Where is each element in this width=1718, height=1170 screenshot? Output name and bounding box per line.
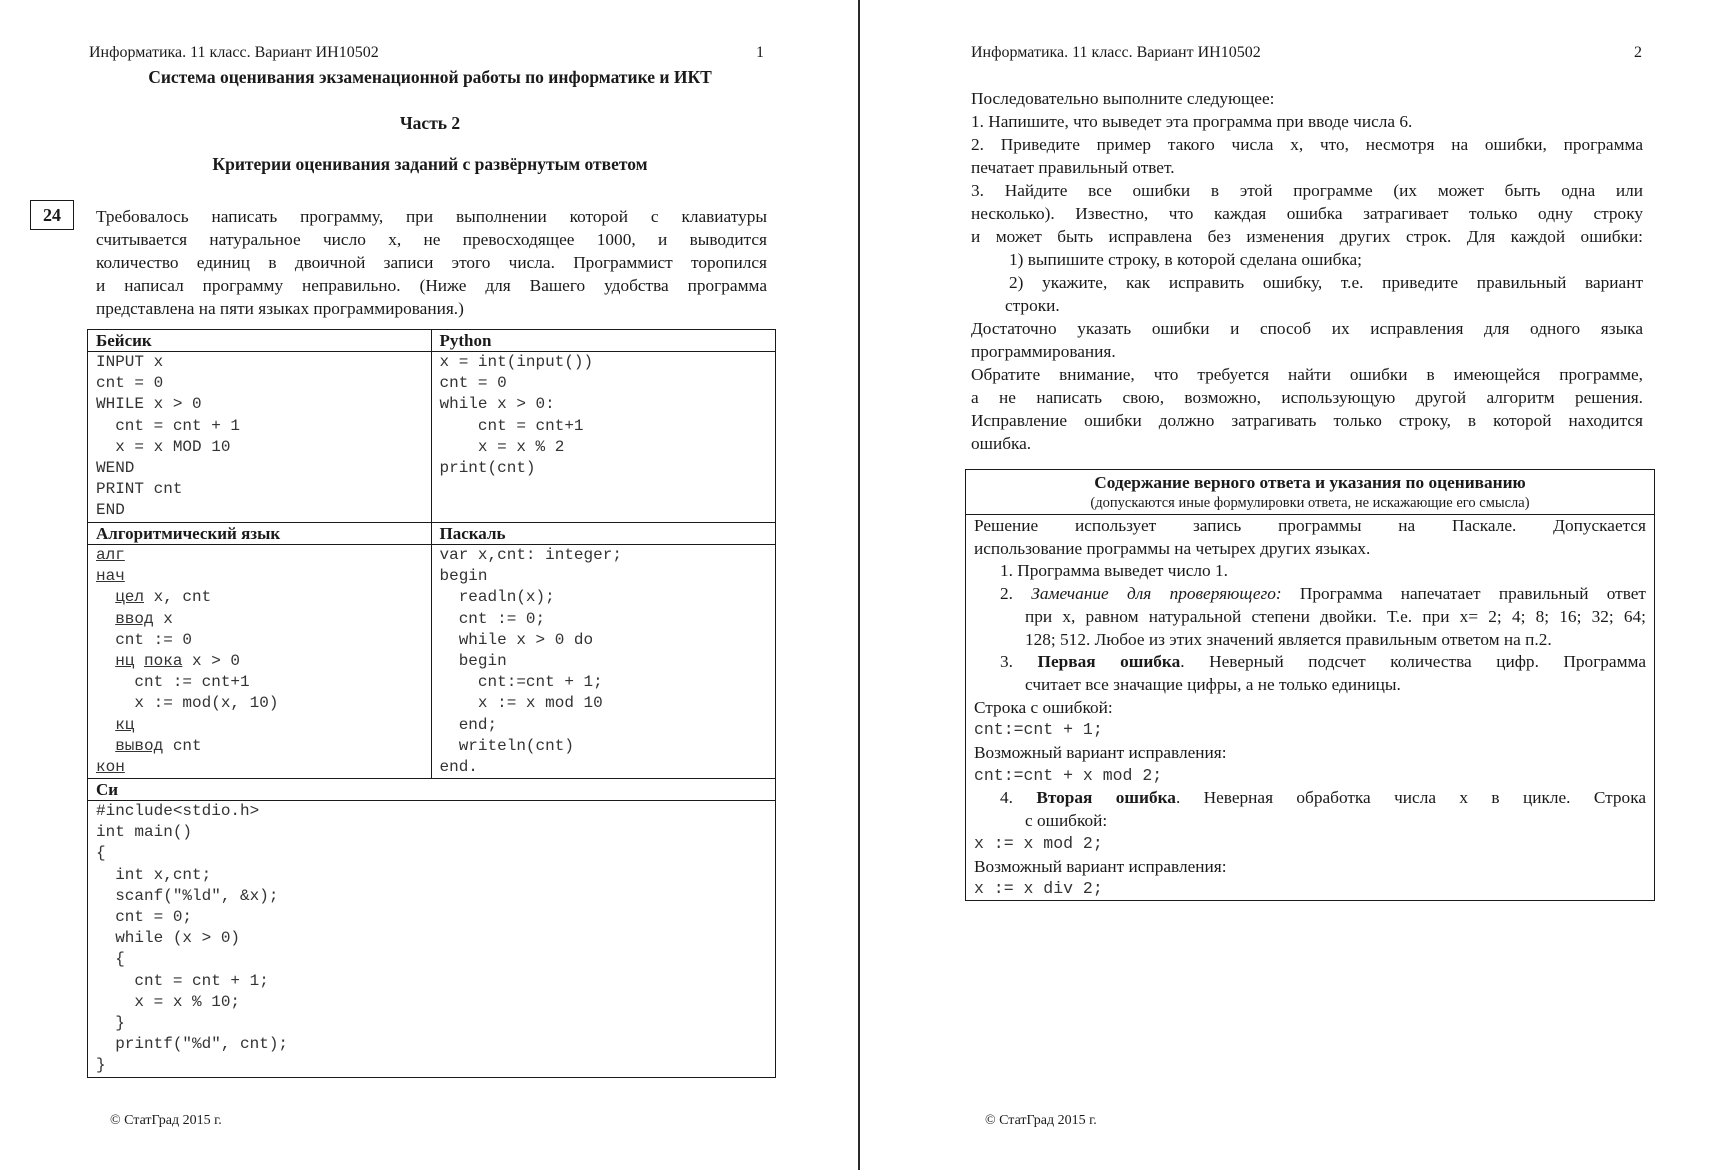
- keyword: цел: [115, 588, 145, 607]
- answer-item-1: 1. Программа выведет число 1.: [1000, 561, 1228, 581]
- python-header: Python: [431, 330, 776, 352]
- answer-item-3: [974, 651, 1646, 674]
- basic-header: Бейсик: [88, 330, 432, 352]
- code-line: writeln(cnt): [439, 736, 574, 755]
- code-line: [96, 566, 423, 587]
- code-line: int x,cnt;: [96, 865, 212, 884]
- fix-label: Возможный вариант исправления:: [974, 856, 1227, 876]
- item-number: 4.: [1000, 788, 1037, 808]
- code-line: while x > 0:: [439, 395, 555, 414]
- python-code: [431, 352, 776, 523]
- code-line: INPUT x: [96, 353, 164, 371]
- pascal-header: Паскаль: [431, 523, 776, 545]
- error-title: Вторая ошибка: [1036, 788, 1176, 808]
- instruction-line: 2. Приведите пример такого числа x, что, несмотря на ошибки, программа: [971, 135, 1643, 154]
- code-line: [96, 587, 423, 608]
- instruction-line: Обратите внимание, что требуется найти ошибки в имеющейся программе,: [971, 365, 1643, 384]
- answer-title: Содержание верного ответа и указания по оцениванию: [1094, 473, 1526, 492]
- page-header: Информатика. 11 класс. Вариант ИН10502: [89, 44, 379, 61]
- answer-line: 128; 512. Любое из этих значений является правильным ответом на п.2.: [1025, 629, 1552, 649]
- instruction-line: и может быть исправлена без изменения других строк. Для каждой ошибки:: [971, 227, 1643, 246]
- item-text: . Неверная обработка числа x в цикле. Строка: [1175, 788, 1646, 808]
- code-line: {: [96, 844, 106, 863]
- instruction-line: а не написать свою, возможно, использующую другой алгоритм решения.: [971, 388, 1643, 407]
- code-line: cnt:=cnt + 1;: [439, 673, 603, 692]
- instructions: [971, 87, 1643, 455]
- alg-code: [88, 545, 432, 779]
- code-text: x > 0: [182, 651, 241, 670]
- keyword: алг: [96, 546, 125, 564]
- instruction-line: строки.: [1005, 296, 1060, 315]
- code-line: }: [96, 1013, 125, 1032]
- instruction-line: 1) выпишите строку, в которой сделана ошибка;: [1009, 250, 1362, 269]
- code-line: #include<stdio.h>: [96, 802, 260, 821]
- answer-line: использование программы на четырех других языках.: [974, 538, 1371, 558]
- page-footer: © СтатГрад 2015 г.: [110, 1113, 222, 1128]
- code-text: x: [153, 609, 173, 628]
- code-line: cnt = cnt+1: [439, 416, 584, 435]
- pascal-code: [431, 545, 776, 779]
- code-line: [96, 757, 423, 778]
- code-line: [96, 545, 423, 566]
- page-1: [0, 0, 858, 1170]
- code-line: END: [96, 501, 125, 520]
- code-line: begin: [439, 651, 507, 670]
- page-number: 2: [1634, 44, 1642, 61]
- code-line: {: [96, 950, 125, 969]
- instruction-line: Исправление ошибки должно затрагивать только строку, в которой находится: [971, 411, 1643, 430]
- code-line: x = x % 10;: [96, 992, 241, 1011]
- criteria-title: Критерии оценивания заданий с развёрнутым ответом: [212, 154, 648, 174]
- task-description: [96, 205, 767, 320]
- code-line: [96, 609, 423, 630]
- answer-item-4: [974, 787, 1646, 810]
- code-line: x := mod(x, 10): [96, 694, 279, 713]
- code-line: [96, 651, 423, 672]
- instruction-line: печатает правильный ответ.: [971, 158, 1175, 177]
- keyword: нц: [115, 651, 135, 670]
- task-line: количество единиц в двоичной записи этого числа. Программист торопился: [96, 253, 767, 272]
- item-number: 3.: [1000, 652, 1038, 672]
- fix-code: cnt:=cnt + x mod 2;: [974, 765, 1163, 785]
- basic-code: [88, 352, 432, 523]
- code-line: cnt := 0: [96, 630, 193, 649]
- c-code: [88, 801, 776, 1077]
- error-code: x := x mod 2;: [974, 833, 1103, 853]
- code-line: cnt = 0;: [96, 908, 193, 926]
- answer-subtitle: (допускаются иные формулировки ответа, не искажающие его смысла): [1090, 495, 1530, 511]
- answer-item-2: [974, 583, 1646, 606]
- answer-box: [965, 469, 1655, 901]
- code-text: x, cnt: [144, 588, 212, 607]
- code-line: print(cnt): [439, 458, 536, 477]
- page-number: 1: [756, 44, 764, 61]
- doc-title: Система оценивания экзаменационной работы по информатике и ИКТ: [148, 67, 712, 87]
- keyword: пока: [144, 651, 183, 670]
- instruction-line: 2) укажите, как исправить ошибку, т.е. приведите правильный вариант: [1009, 273, 1643, 292]
- code-line: printf("%d", cnt);: [96, 1035, 289, 1054]
- error-line-label: Строка с ошибкой:: [974, 697, 1113, 717]
- answer-line: при x, равном натуральной степени двойки. Т.е. при x= 2; 4; 8; 16; 32; 64;: [1025, 606, 1646, 626]
- instruction-line: Достаточно указать ошибки и способ их исправления для одного языка: [971, 319, 1643, 338]
- keyword: нач: [96, 567, 125, 586]
- answer-box-header: [966, 470, 1654, 515]
- keyword: вывод: [115, 736, 164, 755]
- alg-header: Алгоритмический язык: [88, 523, 432, 545]
- item-text: . Неверный подсчет количества цифр. Программа: [1180, 652, 1647, 672]
- item-number: 2.: [1000, 584, 1032, 604]
- item-text: Программа напечатает правильный ответ: [1281, 584, 1646, 604]
- program-table: [87, 329, 776, 1078]
- instruction-line: Последовательно выполните следующее:: [971, 89, 1275, 108]
- task-line: Требовалось написать программу, при выполнении которой с клавиатуры: [96, 207, 767, 226]
- code-line: readln(x);: [439, 588, 555, 607]
- reviewer-note: Замечание для проверяющего:: [1031, 584, 1282, 604]
- keyword: кц: [115, 715, 135, 734]
- code-line: begin: [439, 567, 488, 586]
- code-line: cnt = cnt + 1;: [96, 971, 269, 990]
- code-line: WEND: [96, 458, 135, 477]
- answer-content: [966, 515, 1654, 901]
- instruction-line: 1. Напишите, что выведет эта программа при вводе числа 6.: [971, 112, 1413, 131]
- code-line: cnt = 0: [439, 374, 507, 393]
- answer-line: считает все значащие цифры, а не только единицы.: [1025, 674, 1401, 694]
- task-number: 24: [30, 200, 74, 230]
- code-line: scanf("%ld", &x);: [96, 886, 279, 905]
- code-line: x = x MOD 10: [96, 437, 231, 456]
- keyword: ввод: [115, 609, 154, 628]
- task-line: считывается натуральное число x, не превосходящее 1000, и выводится: [96, 230, 767, 249]
- task-line: и написал программу неправильно. (Ниже для Вашего удобства программа: [96, 276, 767, 295]
- instruction-line: несколько). Известно, что каждая ошибка затрагивает только одну строку: [971, 204, 1643, 223]
- error-title: Первая ошибка: [1037, 652, 1181, 672]
- instruction-line: программирования.: [971, 342, 1116, 361]
- code-line: [96, 715, 423, 736]
- answer-line: с ошибкой:: [1025, 811, 1108, 831]
- code-line: while x > 0 do: [439, 630, 594, 649]
- code-line: end;: [439, 715, 498, 734]
- fix-label: Возможный вариант исправления:: [974, 743, 1227, 763]
- task-line: представлена на пяти языках программирования.): [96, 299, 464, 318]
- code-line: [96, 736, 423, 757]
- code-line: end.: [439, 757, 478, 776]
- code-line: while (x > 0): [96, 929, 241, 948]
- instruction-line: ошибка.: [971, 434, 1032, 453]
- code-line: }: [96, 1056, 106, 1075]
- code-line: cnt = 0: [96, 374, 164, 393]
- fix-code: x := x div 2;: [974, 879, 1103, 899]
- code-text: cnt: [163, 736, 202, 755]
- answer-line: Решение использует запись программы на Паскале. Допускается: [974, 516, 1646, 535]
- keyword: кон: [96, 757, 125, 776]
- page-header: Информатика. 11 класс. Вариант ИН10502: [971, 44, 1261, 61]
- page-footer: © СтатГрад 2015 г.: [985, 1113, 1097, 1128]
- code-line: cnt := 0;: [439, 609, 546, 628]
- part-title: Часть 2: [399, 113, 461, 133]
- code-line: x := x mod 10: [439, 694, 603, 713]
- code-line: var x,cnt: integer;: [439, 546, 622, 564]
- code-line: int main(): [96, 823, 193, 842]
- code-line: x = int(input()): [439, 353, 594, 371]
- code-line: PRINT cnt: [96, 480, 183, 499]
- code-line: cnt := cnt+1: [96, 673, 250, 692]
- instruction-line: 3. Найдите все ошибки в этой программе (их может быть одна или: [971, 181, 1643, 200]
- c-header: Си: [88, 779, 776, 801]
- code-line: WHILE x > 0: [96, 395, 202, 414]
- code-line: x = x % 2: [439, 437, 565, 456]
- error-code: cnt:=cnt + 1;: [974, 720, 1103, 740]
- code-line: cnt = cnt + 1: [96, 416, 241, 435]
